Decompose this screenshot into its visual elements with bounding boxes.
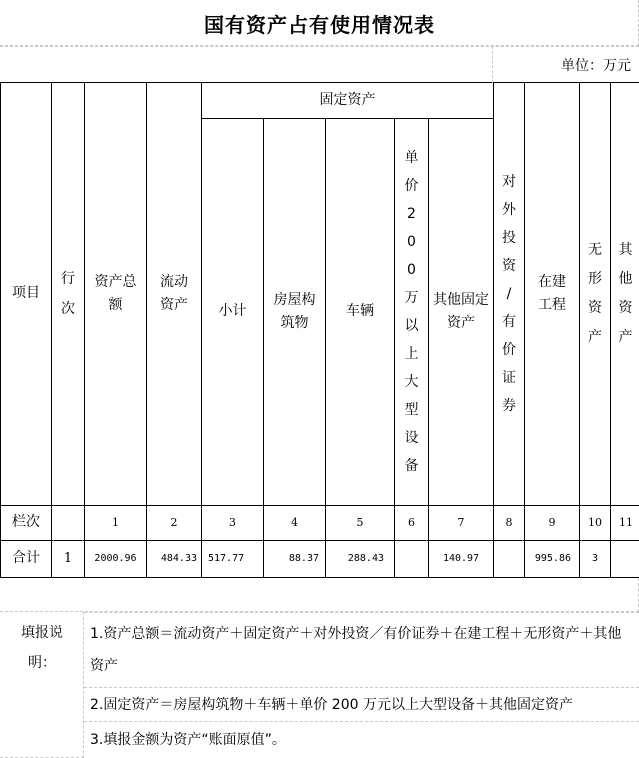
vertical-char: 上 — [404, 346, 419, 362]
header-construction-label: 在建工程 — [538, 273, 566, 313]
header-current-assets — [147, 83, 202, 506]
vertical-char: 券 — [502, 398, 516, 414]
header-intangible-label — [588, 236, 602, 352]
note-item: 1.资产总额＝流动资产＋固定资产＋对外投资／有价证券＋在建工程＋无形资产＋其他资产 — [90, 626, 622, 674]
total-subtotal — [202, 541, 264, 578]
total-construction-value: 995.86 — [534, 552, 571, 564]
vertical-char: 行 — [61, 271, 75, 287]
header-intangible — [580, 83, 611, 506]
vertical-char: 备 — [404, 458, 419, 474]
vertical-char: 2 — [407, 206, 416, 222]
header-fixed-assets — [202, 83, 494, 119]
header-total-assets — [85, 83, 147, 506]
total-row-no-text: 1 — [63, 551, 73, 567]
header-investment-label — [502, 168, 516, 420]
total-construction — [525, 541, 580, 578]
notes-label: 填报说明： — [21, 625, 63, 671]
column-number — [395, 506, 429, 541]
column-number-text: 9 — [548, 515, 556, 529]
vertical-char: 大 — [404, 374, 419, 390]
total-total-assets-value: 2000.96 — [94, 552, 137, 564]
total-other-fixed-value: 140.97 — [442, 552, 480, 564]
header-subtotal — [202, 119, 264, 506]
column-number-text: 11 — [619, 515, 633, 529]
vertical-char: 资 — [588, 300, 602, 316]
vertical-char: 型 — [404, 402, 419, 418]
total-other-fixed — [429, 541, 494, 578]
column-number-text: 1 — [112, 515, 119, 529]
total-row-label — [1, 541, 52, 578]
header-large-equipment — [395, 119, 429, 506]
header-construction — [525, 83, 580, 506]
header-subtotal-label: 小计 — [218, 303, 247, 320]
header-item-label: 项目 — [12, 285, 40, 302]
header-buildings — [264, 119, 326, 506]
vertical-char: 万 — [404, 290, 419, 306]
column-number — [85, 506, 147, 541]
total-buildings-value: 88.37 — [288, 552, 319, 564]
vertical-char: 次 — [61, 301, 75, 317]
notes-row-3 — [84, 722, 639, 758]
vertical-char: 他 — [618, 271, 633, 287]
total-row-label-text: 合计 — [12, 550, 40, 567]
vertical-char: 价 — [404, 178, 419, 194]
column-number — [494, 506, 525, 541]
unit-label: 单位：万元 — [561, 57, 631, 74]
column-number-text: 10 — [588, 515, 602, 529]
column-number-text: 3 — [229, 515, 236, 529]
header-large-equipment-label — [405, 144, 419, 480]
total-total-assets — [85, 541, 147, 578]
total-intangible-value: 3 — [591, 552, 599, 564]
total-buildings — [264, 541, 326, 578]
total-large-equipment — [395, 541, 429, 578]
total-current-assets-value: 484.33 — [160, 552, 197, 564]
header-other-fixed — [429, 119, 494, 506]
header-other-fixed-label: 其他固定资产 — [433, 291, 489, 331]
vertical-char: 外 — [502, 202, 516, 218]
vertical-char: 产 — [618, 329, 633, 345]
total-subtotal-value: 517.77 — [208, 552, 245, 564]
column-number — [147, 506, 202, 541]
column-number — [525, 506, 580, 541]
asset-table — [0, 83, 639, 578]
notes-row-2 — [84, 688, 639, 722]
vertical-char: 对 — [502, 174, 516, 190]
total-row-no — [52, 541, 85, 578]
header-vehicles-label: 车辆 — [346, 303, 374, 320]
column-number — [326, 506, 395, 541]
vertical-char: 有 — [502, 314, 516, 330]
total-intangible — [580, 541, 611, 578]
total-vehicles — [326, 541, 395, 578]
notes-section — [0, 612, 639, 758]
vertical-char: 设 — [404, 430, 419, 446]
header-total-assets-label: 资产总额 — [94, 273, 137, 313]
vertical-char: 无 — [588, 242, 602, 258]
column-number-text: 5 — [356, 515, 364, 529]
vertical-char: 以 — [404, 318, 419, 334]
column-number-text: 6 — [408, 515, 415, 529]
header-investment — [494, 83, 525, 506]
vertical-char: 资 — [502, 258, 516, 274]
column-number — [580, 506, 611, 541]
column-number-label-text: 栏次 — [12, 514, 40, 531]
header-current-assets-label: 流动资产 — [160, 273, 188, 313]
header-buildings-label: 房屋构筑物 — [273, 291, 316, 331]
header-row-no-label — [61, 264, 75, 324]
column-number — [264, 506, 326, 541]
vertical-char: 0 — [407, 234, 416, 250]
total-current-assets — [147, 541, 202, 578]
header-row-no — [52, 83, 85, 506]
header-item — [1, 83, 52, 506]
header-vehicles — [326, 119, 395, 506]
total-investment — [494, 541, 525, 578]
column-number-row-no — [52, 506, 85, 541]
notes-row-1 — [84, 612, 639, 688]
vertical-char: 价 — [502, 342, 516, 358]
column-number — [611, 506, 639, 541]
page-title: 国有资产占有使用情况表 — [204, 12, 435, 37]
note-item: 3.填报金额为资产“账面原值”。 — [90, 732, 286, 748]
vertical-char: 单 — [404, 150, 419, 166]
column-number-text: 2 — [170, 515, 178, 529]
column-number — [202, 506, 264, 541]
column-number-text: 7 — [457, 515, 465, 529]
column-number-label — [1, 506, 52, 541]
header-other-assets-label — [619, 236, 633, 352]
vertical-char: 其 — [618, 242, 633, 258]
vertical-char: 投 — [502, 230, 516, 246]
column-number — [429, 506, 494, 541]
vertical-char: 证 — [502, 370, 516, 386]
total-other-assets — [611, 541, 639, 578]
header-fixed-assets-label: 固定资产 — [319, 91, 376, 108]
note-item: 2.固定资产＝房屋构筑物＋车辆＋单价 200 万元以上大型设备＋其他固定资产 — [90, 697, 573, 713]
vertical-char: 资 — [618, 300, 633, 316]
vertical-char: 形 — [588, 271, 602, 287]
vertical-char: 0 — [407, 262, 416, 278]
total-vehicles-value: 288.43 — [347, 552, 384, 564]
vertical-char: 产 — [588, 329, 602, 345]
column-number-text: 4 — [291, 515, 298, 529]
header-other-assets — [611, 83, 639, 506]
column-number-text: 8 — [505, 515, 513, 529]
vertical-char: / — [506, 286, 512, 302]
